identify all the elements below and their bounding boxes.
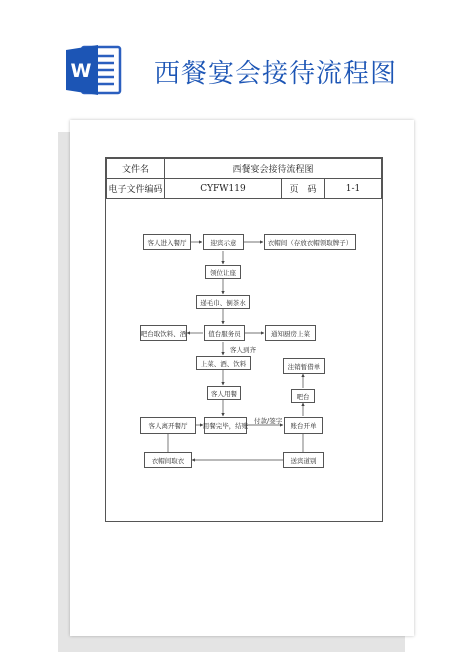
flow-node-towel-tea: 递毛巾、倒茶水: [196, 295, 250, 309]
flow-label-guest-arrive: 客人到齐: [230, 346, 256, 354]
flow-node-see-off: 送宾道别: [283, 452, 324, 468]
flow-label-pay-sign: 付款/签字: [254, 417, 283, 425]
flow-node-cloakroom: 衣帽间（存放衣帽领取牌子）: [264, 234, 356, 250]
flow-node-bar-fetch: 吧台取饮料、酒: [140, 325, 187, 341]
flow-node-notify-kitchen: 通知厨房上菜: [265, 325, 316, 341]
flow-node-bar: 吧台: [291, 389, 315, 403]
flow-node-cancel-deposit: 注销暂借单: [283, 358, 325, 374]
flow-node-cloak-collect: 衣帽间取衣: [144, 452, 192, 468]
value-file-code: CYFW119: [165, 179, 282, 199]
label-file-code: 电子文件编码: [107, 179, 165, 199]
svg-text:W: W: [70, 60, 92, 82]
flow-node-dining: 客人用餐: [207, 386, 241, 400]
flow-node-guest-leave: 客人离开餐厅: [140, 417, 196, 434]
flow-node-greet: 迎宾示意: [203, 234, 244, 250]
value-filename: 西餐宴会接待流程图: [165, 159, 382, 179]
flow-node-seat: 领位让座: [205, 265, 241, 279]
flow-node-cashier: 账台开单: [284, 417, 323, 434]
document-title: 西餐宴会接待流程图: [154, 59, 398, 89]
flow-node-serve: 上菜、酒、饮料: [196, 356, 251, 370]
label-filename: 文件名: [107, 159, 165, 179]
flow-node-finish-checkout: 用餐完毕，结账: [204, 417, 247, 434]
flow-node-waiter: 值台服务员: [204, 325, 245, 341]
value-page: 1-1: [325, 179, 382, 199]
flow-node-guest-enter: 客人进入餐厅: [143, 234, 191, 250]
label-page: 页 码: [282, 179, 325, 199]
